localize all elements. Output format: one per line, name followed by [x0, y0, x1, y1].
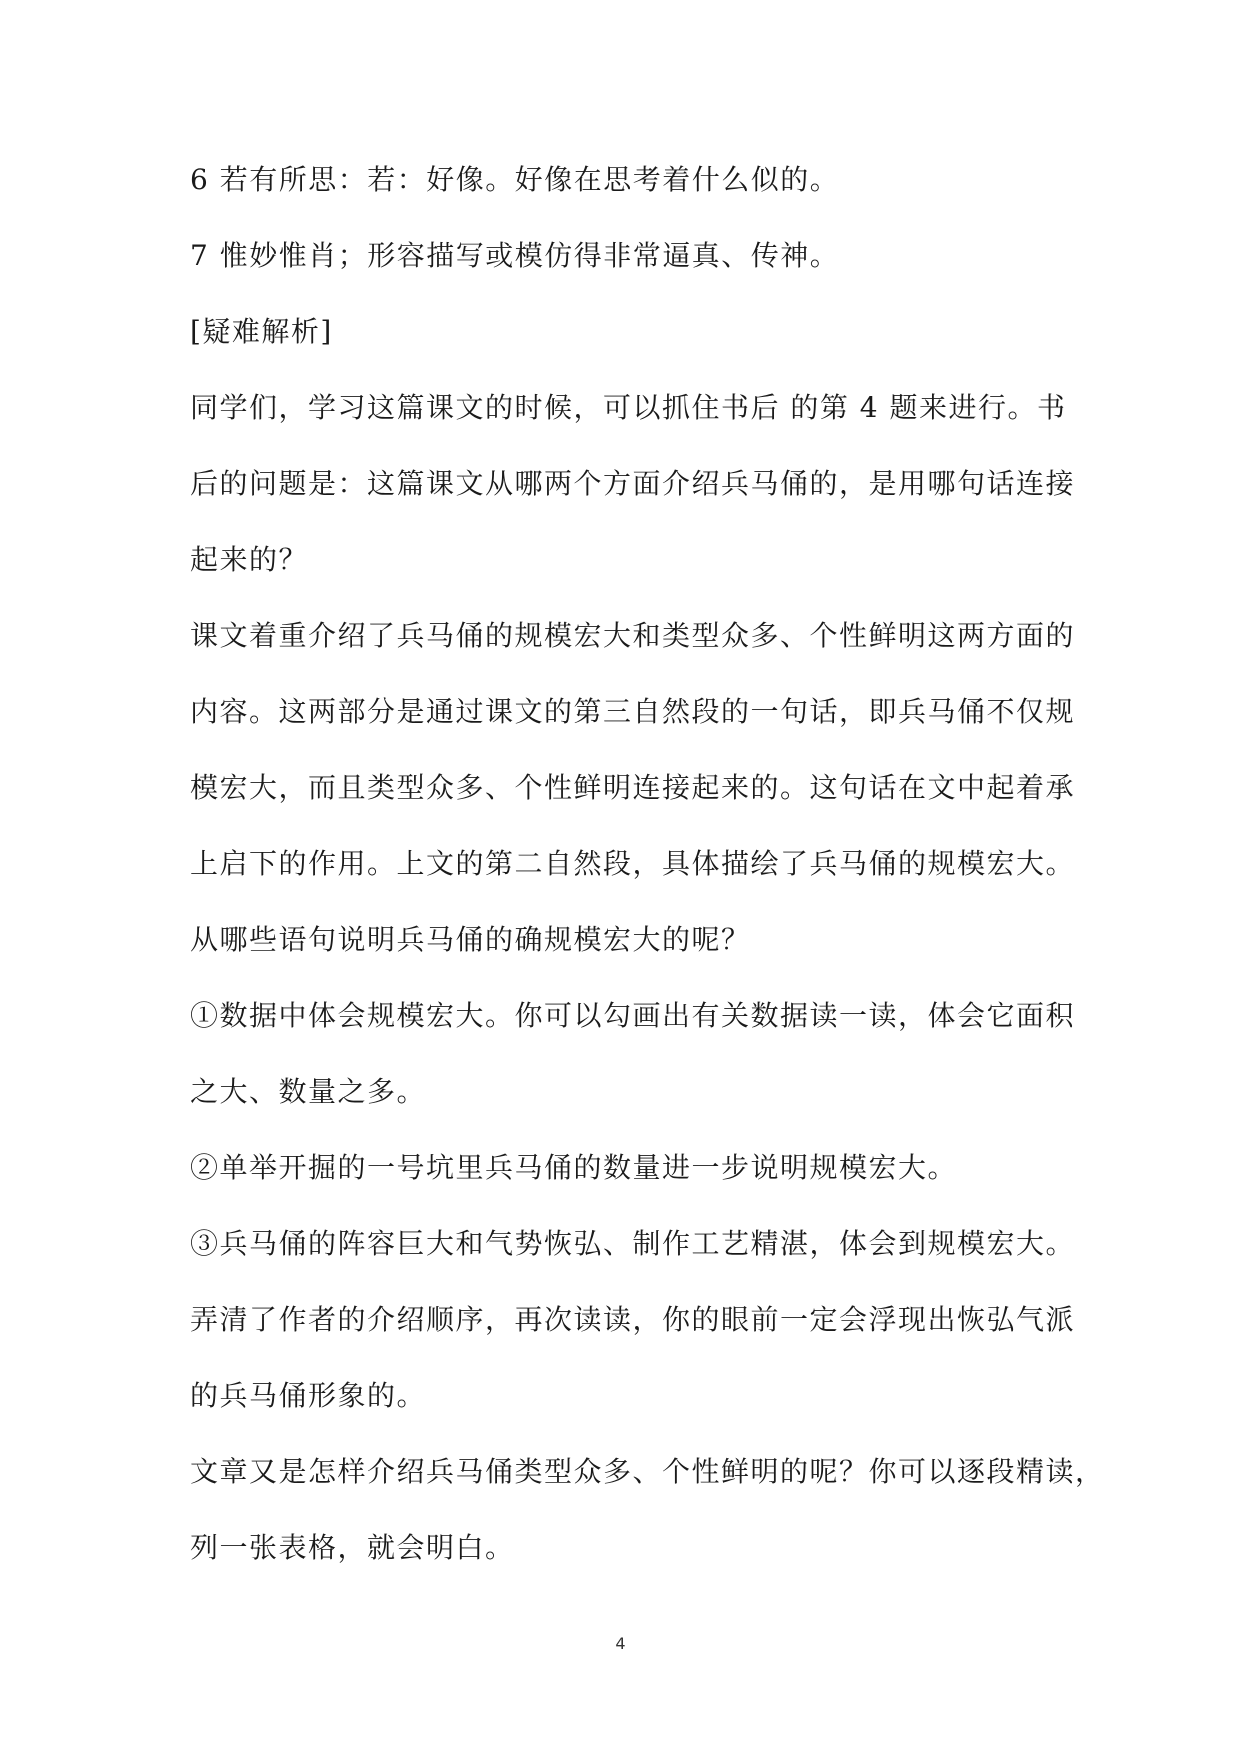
text-line: 弄清了作者的介绍顺序，再次读读，你的眼前一定会浮现出恢弘气派	[190, 1303, 1076, 1336]
text-line: 后的问题是：这篇课文从哪两个方面介绍兵马俑的，是用哪句话连接	[190, 467, 1076, 500]
text-line: 6 若有所思：若：好像。好像在思考着什么似的。	[190, 163, 840, 196]
text-line: 课文着重介绍了兵马俑的规模宏大和类型众多、个性鲜明这两方面的	[190, 619, 1076, 652]
page-number: 4	[615, 1634, 626, 1653]
text-line: 7 惟妙惟肖；形容描写或模仿得非常逼真、传神。	[190, 239, 840, 272]
text-line: 列一张表格，就会明白。	[190, 1531, 515, 1564]
text-line: 同学们，学习这篇课文的时候，可以抓住书后 的第 4 题来进行。书	[190, 391, 1067, 424]
text-line: 的兵马俑形象的。	[190, 1379, 427, 1412]
text-line: 内容。这两部分是通过课文的第三自然段的一句话，即兵马俑不仅规	[190, 695, 1076, 728]
text-line: 起来的？	[190, 543, 309, 576]
text-line: 之大、数量之多。	[190, 1075, 427, 1108]
list-item: ②单举开掘的一号坑里兵马俑的数量进一步说明规模宏大。	[190, 1151, 958, 1184]
list-item: ③兵马俑的阵容巨大和气势恢弘、制作工艺精湛，体会到规模宏大。	[190, 1227, 1076, 1260]
list-item: ①数据中体会规模宏大。你可以勾画出有关数据读一读，体会它面积	[190, 999, 1076, 1032]
body-text	[190, 142, 1105, 1586]
text-line: 上启下的作用。上文的第二自然段，具体描绘了兵马俑的规模宏大。	[190, 847, 1076, 880]
section-heading: [疑难解析]	[190, 315, 333, 348]
text-line: 从哪些语句说明兵马俑的确规模宏大的呢？	[190, 923, 751, 956]
text-line: 文章又是怎样介绍兵马俑类型众多、个性鲜明的呢？你可以逐段精读，	[190, 1455, 1105, 1488]
text-line: 模宏大，而且类型众多、个性鲜明连接起来的。这句话在文中起着承	[190, 771, 1076, 804]
